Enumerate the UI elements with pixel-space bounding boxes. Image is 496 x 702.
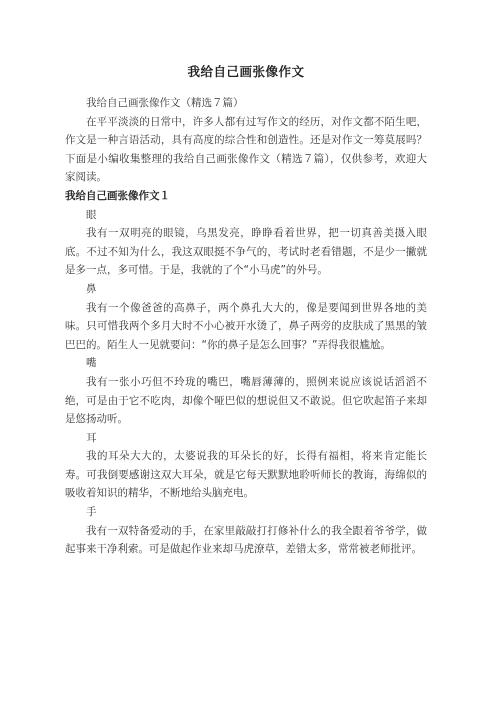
part-mouth (65, 354, 427, 428)
part-nose (65, 280, 427, 354)
part-eyes (65, 206, 427, 280)
intro-paragraph: 在平平淡淡的日常中，许多人都有过写作文的经历，对作文都不陌生吧，作文是一种言语活动，具有高度的综合性和创造性。还是对作文一筹莫展吗？下面是小编收集整理的我给自己画张像作文（精选７篇），仅供参考，欢迎大家阅读。 (65, 115, 427, 184)
part-text: 我有一张小巧但不玲珑的嘴巴，嘴唇薄薄的，照例来说应该说话滔滔不绝，可是由于它不吃肉，却像个哑巴似的想说但又不敢说。但它吹起笛子来却是悠扬动听。 (65, 375, 427, 426)
part-heading: 鼻 (86, 282, 97, 295)
part-heading: 嘴 (86, 357, 97, 370)
part-hands (65, 503, 427, 559)
part-text: 我的耳朵大大的，太婆说我的耳朵长的好，长得有福相，将来肯定能长寿。可我倒要感谢这双大耳朵，就是它每天默默地聆听师长的教诲，海绵似的吸收着知识的精华，不断地给头脑充电。 (65, 450, 427, 500)
part-text: 我有一双明亮的眼镜，乌黑发亮，睁睁看着世界，把一切真善美摄入眼底。不过不知为什么，我这双眼挺不争气的，考试时老看错题，不是少一撇就是多一点，多可惜。于是，我就的了个“小马虎”的外号。 (65, 227, 427, 277)
part-heading: 眼 (86, 208, 97, 221)
part-text: 我有一个像爸爸的高鼻子，两个鼻孔大大的，像是要闻到世界各地的美味。只可惜我两个多月大时不小心被开水烫了，鼻子两旁的皮肤成了黑黑的皱巴巴的。陌生人一见就要问：“你的鼻子是怎么回事？”弄得我很尴尬。 (65, 301, 427, 351)
part-heading: 耳 (86, 431, 97, 444)
intro-line: 我给自己画张像作文（精选７篇） (86, 97, 244, 109)
section-heading: 我给自己画张像作文１ (65, 189, 170, 202)
part-ears (65, 429, 427, 503)
document-title: 我给自己画张像作文 (187, 64, 305, 79)
part-heading: 手 (86, 506, 97, 519)
part-text: 我有一双特备爱动的手，在家里敲敲打打修补什么的我全跟着爷爷学，做起事来干净利索。可是做起作业来却马虎潦草，差错太多，常常被老师批评。 (65, 524, 427, 556)
